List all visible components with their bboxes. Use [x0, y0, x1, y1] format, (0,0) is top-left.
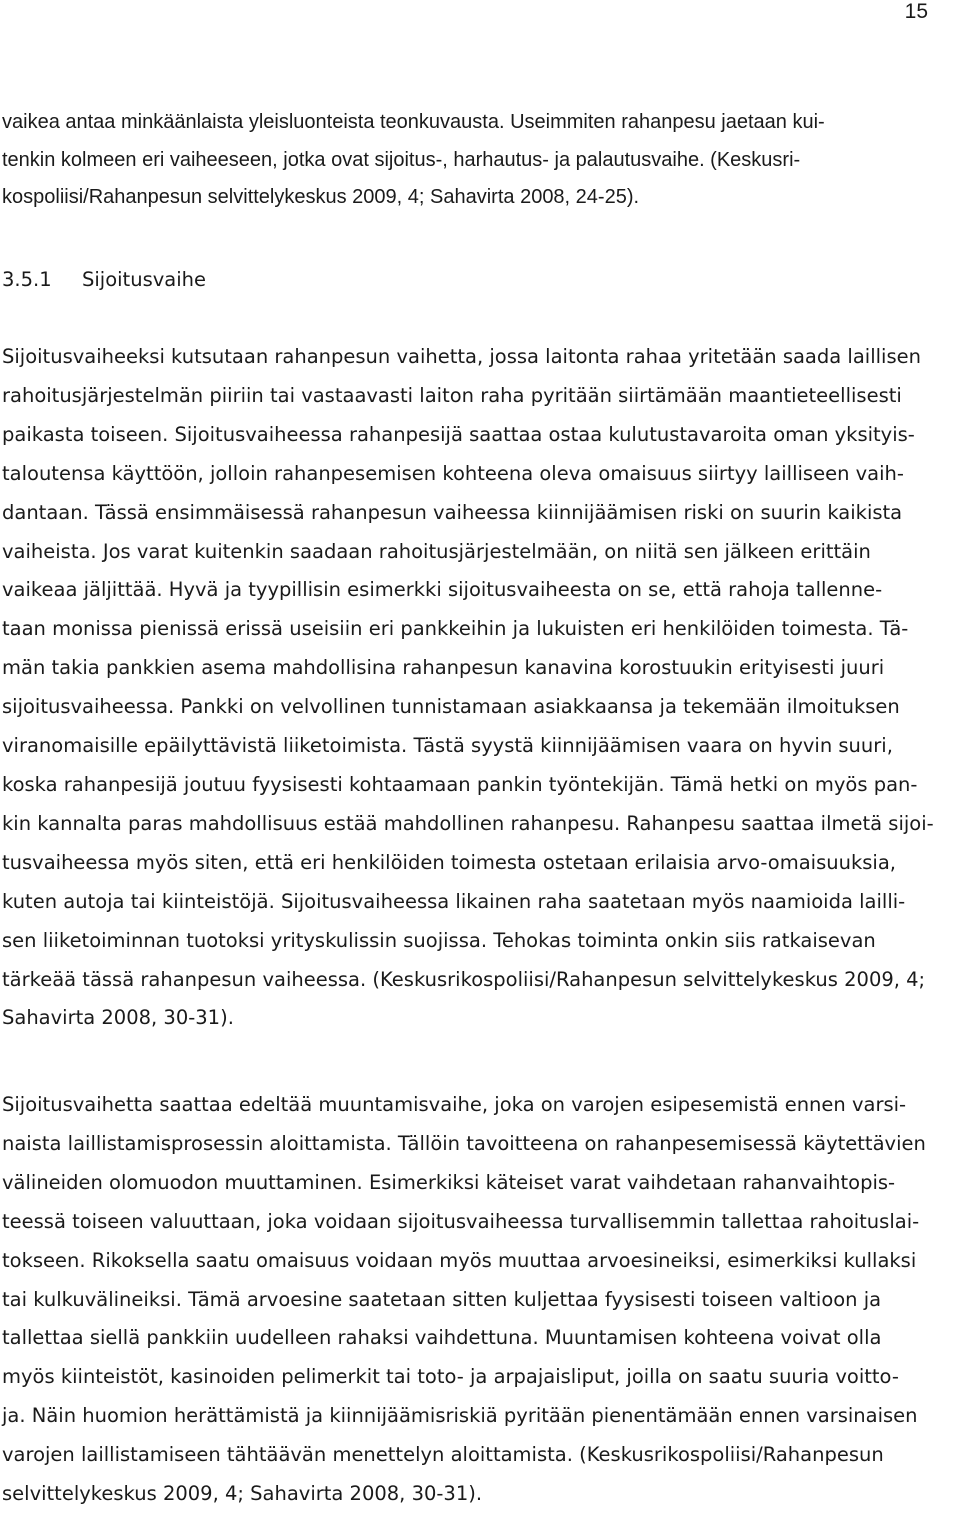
text-line: tai kulkuvälineiksi. Tämä arvoesine saatetaan sitten kuljettaa fyysisesti toiseen valtioon ja — [2, 1287, 882, 1311]
text-line: tokseen. Rikoksella saatu omaisuus voidaan myös muuttaa arvoesineiksi, esimerkiksi kullaksi — [2, 1248, 917, 1272]
text-line: Sijoitusvaiheeksi kutsutaan rahanpesun vaihetta, jossa laitonta rahaa yritetään saada laillisen — [2, 345, 921, 368]
text-line: selvittelykeskus 2009, 4; Sahavirta 2008, 30-31). — [2, 1482, 483, 1506]
text-line: myös kiinteistöt, kasinoiden pelimerkit tai toto- ja arpajaisliput, joilla on saatu suuria voitto- — [2, 1365, 899, 1389]
text-line: taloutensa käyttöön, jolloin rahanpesemisen kohteena oleva omaisuus siirtyy lailliseen vaih- — [2, 461, 904, 485]
page-number: 15 — [904, 0, 928, 23]
text-line: dantaan. Tässä ensimmäisessä rahanpesun vaiheessa kiinnijäämisen riski on suurin kaikista — [2, 500, 903, 524]
body-paragraph-2 — [2, 1086, 960, 1514]
text-line: varojen laillistamiseen tähtäävän menettelyn aloittamista. (Keskusrikospoliisi/Rahanpesun — [2, 1443, 884, 1467]
text-line: viranomaisille epäilyttävistä liiketoimista. Tästä syystä kiinnijäämisen vaara on hyvin suuri, — [2, 734, 893, 758]
text-line: koska rahanpesijä joutuu fyysisesti kohtaamaan pankin työntekijän. Tämä hetki on myös pan- — [2, 772, 918, 796]
text-line: vaikeaa jäljittää. Hyvä ja tyypillisin esimerkki sijoitusvaiheesta on se, että rahoja tallenne- — [2, 578, 883, 602]
text-line: ja. Näin huomion herättämistä ja kiinnijäämisriskiä pyritään pienentämään ennen varsinaisen — [2, 1404, 918, 1428]
text-line: välineiden olomuodon muuttaminen. Esimerkiksi käteiset varat vaihdetaan rahanvaihtopis- — [2, 1170, 896, 1194]
body-paragraph-1 — [2, 338, 960, 1038]
text-line: män takia pankkien asema mahdollisina rahanpesun kanavina korostuukin erityisesti juuri — [2, 656, 885, 680]
text-line: Sahavirta 2008, 30-31). — [2, 1006, 234, 1030]
intro-paragraph — [2, 104, 958, 217]
text-line: tärkeää tässä rahanpesun vaiheessa. (Keskusrikospoliisi/Rahanpesun selvittelykeskus 2009, 4; — [2, 967, 926, 991]
text-line: paikasta toiseen. Sijoitusvaiheessa rahanpesijä saattaa ostaa kulutustavaroita oman yksityis- — [2, 422, 915, 446]
text-line: kin kannalta paras mahdollisuus estää mahdollinen rahanpesu. Rahanpesu saattaa ilmetä sijoi- — [2, 811, 934, 835]
text-line: tallettaa siellä pankkiin uudelleen rahaksi vaihdettuna. Muuntamisen kohteena voivat olla — [2, 1326, 882, 1350]
text-line: taan monissa pienissä erissä useisiin eri pankkeihin ja lukuisten eri henkilöiden toimesta. Tä- — [2, 617, 909, 641]
text-line: kuten autoja tai kiinteistöjä. Sijoitusvaiheessa likainen raha saatetaan myös naamioida lailli- — [2, 889, 906, 913]
text-line: rahoitusjärjestelmän piiriin tai vastaavasti laiton raha pyritään siirtämään maantieteellisesti — [2, 383, 902, 407]
text-line: sen liiketoiminnan tuotoksi yrityskulissin suojissa. Tehokas toiminta onkin siis ratkaisevan — [2, 928, 876, 952]
text-line: vaiheista. Jos varat kuitenkin saadaan rahoitusjärjestelmään, on niitä sen jälkeen erittäin — [2, 539, 871, 563]
text-line: sijoitusvaiheessa. Pankki on velvollinen tunnistamaan asiakkaansa ja tekemään ilmoituksen — [2, 695, 900, 719]
text-line: tusvaiheessa myös siten, että eri henkilöiden toimesta ostetaan erilaisia arvo-omaisuuksia, — [2, 850, 896, 874]
section-title: Sijoitusvaihe — [82, 268, 206, 291]
text-line: naista laillistamisprosessin aloittamista. Tällöin tavoitteena on rahanpesemisessä käytettävien — [2, 1131, 926, 1155]
section-heading — [2, 262, 206, 298]
text-line: kospoliisi/Rahanpesun selvittelykeskus 2009, 4; Sahavirta 2008, 24-25). — [2, 186, 640, 208]
text-line: vaikea antaa minkäänlaista yleisluonteista teonkuvausta. Useimmiten rahanpesu jaetaan kui- — [2, 111, 825, 133]
text-line: teessä toiseen valuuttaan, joka voidaan sijoitusvaiheessa turvallisemmin tallettaa rahoituslai- — [2, 1209, 920, 1233]
text-line: Sijoitusvaihetta saattaa edeltää muuntamisvaihe, joka on varojen esipesemistä ennen varsi- — [2, 1093, 907, 1116]
section-number: 3.5.1 — [2, 268, 52, 291]
text-line: tenkin kolmeen eri vaiheeseen, jotka ovat sijoitus-, harhautus- ja palautusvaihe. (Keskusri- — [2, 148, 801, 171]
